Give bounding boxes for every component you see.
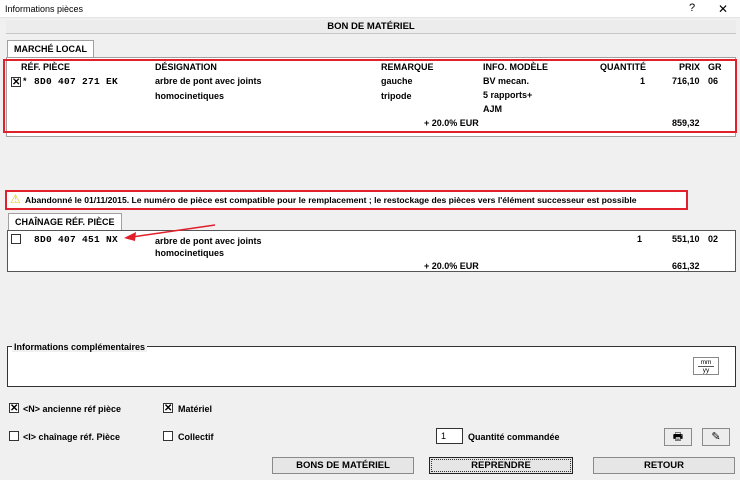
materiel-checkbox[interactable]: ✕ — [164, 403, 173, 414]
col-remarque: REMARQUE — [381, 62, 434, 72]
part-ref: 8D0 407 271 EK — [34, 76, 119, 87]
edit-icon: ✎ — [711, 431, 721, 443]
successor-tax: + 20.0% EUR — [424, 261, 479, 271]
successor-designation-2: homocinetiques — [155, 248, 225, 258]
edit-button[interactable] — [702, 428, 730, 446]
close-button[interactable]: ✕ — [718, 2, 729, 16]
part-tax: + 20.0% EUR — [424, 118, 479, 128]
info-complementaires-label: Informations complémentaires — [14, 342, 146, 352]
part-star: * — [23, 76, 27, 86]
date-icon-bottom: yy — [702, 367, 710, 374]
materiel-label[interactable]: Matériel — [178, 404, 213, 414]
col-gr: GR — [708, 62, 722, 72]
pointer-arrow-icon — [120, 222, 220, 246]
warning-text: Abandonné le 01/11/2015. Le numéro de pièce est compatible pour le remplacement ; le restockage des pièces vers l'élément successeur est possible — [25, 195, 637, 205]
ancienne-ref-label[interactable]: <N> ancienne réf pièce — [23, 404, 122, 414]
successor-select-checkbox[interactable] — [11, 234, 21, 244]
part-prix: 716,10 — [672, 76, 700, 86]
part-quantite: 1 — [640, 76, 646, 86]
successor-gr: 02 — [708, 234, 719, 244]
col-info: INFO. MODÈLE — [483, 62, 548, 72]
bons-de-materiel-button[interactable]: BONS DE MATÉRIEL — [272, 457, 414, 474]
window-title: Informations pièces — [5, 4, 84, 14]
info-complementaires-box[interactable] — [7, 346, 736, 387]
date-icon-top: mm — [698, 359, 714, 367]
quantity-input[interactable]: 1 — [436, 428, 463, 444]
ancienne-ref-checkbox[interactable]: ✕ — [10, 403, 19, 414]
successor-ref: 8D0 407 451 NX — [34, 234, 119, 245]
print-icon: 🖶 — [672, 431, 684, 443]
retour-button[interactable]: RETOUR — [593, 457, 735, 474]
part-info-1: BV mecan. — [483, 76, 530, 86]
collectif-checkbox[interactable] — [163, 431, 173, 441]
successor-quantite: 1 — [637, 234, 643, 244]
successor-prix-ttc: 661,32 — [672, 261, 700, 271]
help-button[interactable]: ? — [689, 2, 696, 14]
successor-designation-1: arbre de pont avec joints — [155, 236, 262, 246]
print-button[interactable] — [664, 428, 692, 446]
page-title: BON DE MATÉRIEL — [6, 20, 736, 34]
chainage-ref-checkbox[interactable] — [9, 431, 19, 441]
col-ref: RÉF. PIÈCE — [21, 62, 71, 72]
warning-icon: ⚠ — [10, 192, 21, 206]
col-quantite: QUANTITÉ — [600, 62, 646, 72]
collectif-label[interactable]: Collectif — [178, 432, 214, 442]
part-info-3: AJM — [483, 104, 503, 114]
part-select-checkbox[interactable]: ✕ — [12, 77, 21, 88]
part-gr: 06 — [708, 76, 719, 86]
chainage-ref-label[interactable]: <I> chaînage réf. Pièce — [23, 432, 121, 442]
date-stamp-button[interactable] — [693, 357, 719, 375]
tab-marche-local[interactable]: MARCHÉ LOCAL — [7, 40, 94, 58]
quantity-label: Quantité commandée — [468, 432, 560, 442]
title-bar — [0, 0, 740, 18]
part-remarque-2: tripode — [381, 91, 412, 101]
col-designation: DÉSIGNATION — [155, 62, 217, 72]
part-info-2: 5 rapports+ — [483, 90, 533, 100]
part-remarque-1: gauche — [381, 76, 413, 86]
part-designation-1: arbre de pont avec joints — [155, 76, 262, 86]
part-designation-2: homocinetiques — [155, 91, 225, 101]
tab-chainage[interactable]: CHAÎNAGE RÉF. PIÈCE — [8, 213, 122, 231]
part-prix-ttc: 859,32 — [672, 118, 700, 128]
successor-prix: 551,10 — [672, 234, 700, 244]
col-prix: PRIX — [679, 62, 701, 72]
reprendre-button[interactable]: REPRENDRE — [429, 457, 573, 474]
